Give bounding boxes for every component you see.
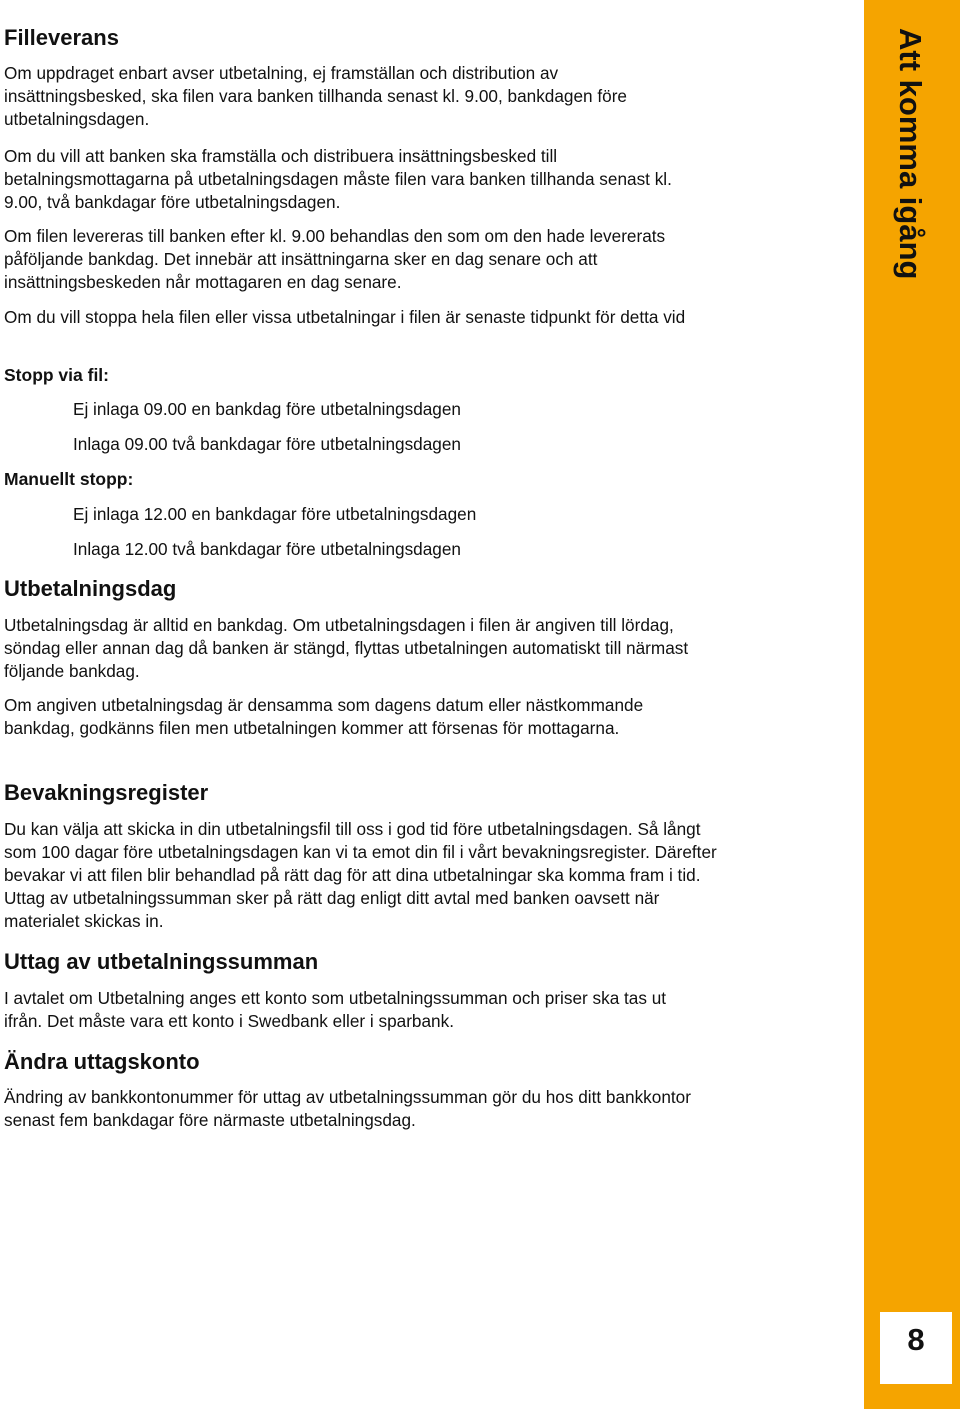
stop-rule: Inlaga 12.00 två bankdagar före utbetalningsdagen — [73, 539, 461, 559]
paragraph: Om filen levereras till banken efter kl. 9.00 behandlas den som om den hade levererats påföljande bankdag. Det innebär att insättningarna sker en dag senare och att insättningsbeskeden når mottagaren en dag senare. — [4, 226, 666, 292]
paragraph: Om du vill stoppa hela filen eller vissa utbetalningar i filen är senaste tidpunkt för detta vid — [4, 307, 686, 327]
sidebar-title: Att komma igång — [893, 28, 928, 280]
heading-bevakningsregister: Bevakningsregister — [4, 780, 209, 805]
paragraph: Om du vill att banken ska framställa och distribuera insättningsbesked till betalningsmottagarna på utbetalningsdagen måste filen vara banken tillhanda senast kl. 9.00, två bankdagar före utbetalningsdagen. — [4, 146, 672, 212]
stop-rule: Ej inlaga 09.00 en bankdag före utbetalningsdagen — [73, 399, 461, 419]
heading-uttag: Uttag av utbetalningssumman — [4, 949, 319, 974]
stop-via-file-label: Stopp via fil: — [4, 365, 109, 385]
paragraph: Ändring av bankkontonummer för uttag av utbetalningssumman gör du hos ditt bankkontor senast fem bankdagar före närmaste utbetalningsdag. — [4, 1087, 691, 1130]
paragraph: Du kan välja att skicka in din utbetalningsfil till oss i god tid före utbetalningsdagen. Så långt som 100 dagar före utbetalningsdagen kan vi ta emot din fil i vårt bevakningsregister. Därefter bevakar vi att filen blir behandlad på rätt dag för att dina utbetalningar ska komma fram i tid. Uttag av utbetalningssumman sker på rätt dag enligt ditt avtal med banken oavsett när materialet skickas in. — [4, 819, 717, 931]
page-number: 8 — [907, 1322, 925, 1357]
stop-rule: Ej inlaga 12.00 en bankdagar före utbetalningsdagen — [73, 504, 477, 524]
paragraph: Om uppdraget enbart avser utbetalning, ej framställan och distribution av insättningsbesked, ska filen vara banken tillhanda senast kl. 9.00, bankdagen före utbetalningsdagen. — [4, 63, 627, 129]
paragraph: Utbetalningsdag är alltid en bankdag. Om utbetalningsdagen i filen är angiven till lördag, söndag eller annan dag då banken är stängd, flyttas utbetalningen automatiskt till närmast följande bankdag. — [4, 615, 689, 681]
heading-andra-uttagskonto: Ändra uttagskonto — [4, 1049, 200, 1074]
heading-utbetalningsdag: Utbetalningsdag — [4, 576, 177, 601]
manual-stop-label: Manuellt stopp: — [4, 469, 134, 489]
paragraph: Om angiven utbetalningsdag är densamma som dagens datum eller nästkommande bankdag, godkänns filen men utbetalningen kommer att försenas för mottagarna. — [4, 695, 644, 738]
stop-rule: Inlaga 09.00 två bankdagar före utbetalningsdagen — [73, 434, 461, 454]
paragraph: I avtalet om Utbetalning anges ett konto som utbetalningssumman och priser ska tas ut ifrån. Det måste vara ett konto i Swedbank eller i sparbank. — [4, 988, 667, 1031]
heading-filleverans: Filleverans — [4, 25, 119, 50]
